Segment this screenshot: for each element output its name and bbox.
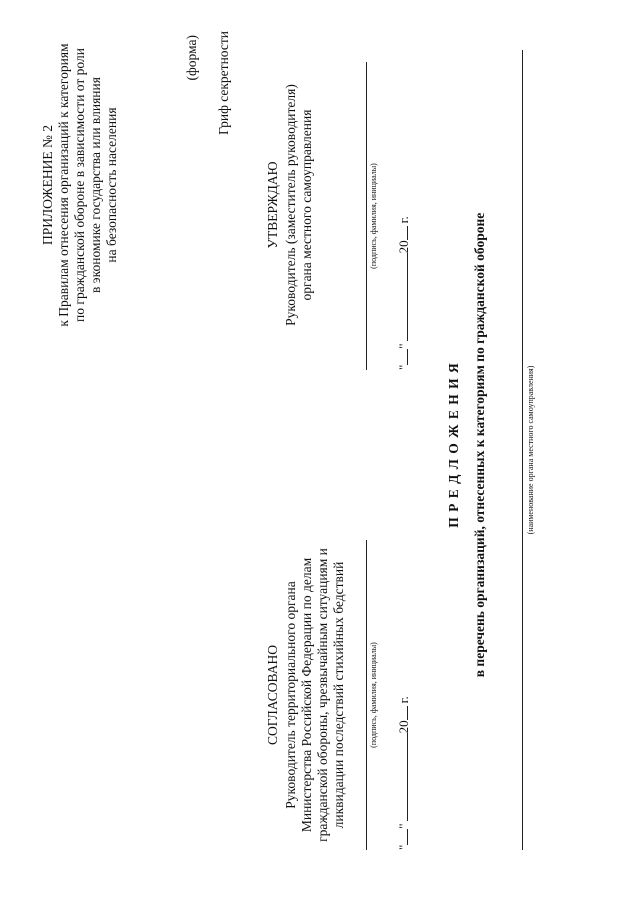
agree-line: Министерства Российской Федерации по делам [299, 557, 314, 833]
approve-line: Руководитель (заместитель руководителя) [283, 84, 298, 326]
approve-signature-line [366, 62, 367, 370]
year-suffix: г. [396, 696, 411, 704]
agree-date [395, 696, 412, 850]
approve-date [395, 216, 412, 370]
form-label: (форма) [184, 35, 199, 81]
appendix-line: в экономике государства или влияния [88, 77, 103, 293]
year-suffix: г. [396, 216, 411, 224]
date-quote: " [396, 343, 411, 349]
appendix-line: к Правилам отнесения организаций к категориям [56, 43, 71, 327]
year-prefix: 20 [396, 720, 411, 734]
agree-signature-line [366, 540, 367, 850]
appendix-line: по гражданской обороне в зависимости от роли [72, 48, 87, 322]
appendix-title: ПРИЛОЖЕНИЕ № 2 [40, 124, 55, 246]
year-prefix: 20 [396, 240, 411, 254]
organization-line [522, 50, 523, 850]
date-quote: " [396, 364, 411, 370]
agree-line: Руководитель территориального органа [283, 581, 298, 809]
agree-title: СОГЛАСОВАНО [265, 645, 280, 745]
agree-line: гражданской обороны, чрезвычайным ситуациям и [315, 548, 330, 842]
approve-title: УТВЕРЖДАЮ [265, 161, 280, 249]
secrecy-label: Гриф секретности [216, 31, 231, 135]
heading-title: П Р Е Д Л О Ж Е Н И Я [446, 362, 461, 528]
agree-line: ликвидации последствий стихийных бедствий [331, 561, 346, 829]
appendix-line: на безопасность населения [104, 107, 119, 263]
approve-line: органа местного самоуправления [299, 109, 314, 301]
heading-subtitle: в перечень организаций, отнесенных к категориям по гражданской обороне [472, 212, 487, 678]
date-quote: " [396, 823, 411, 829]
agree-sign-caption: (подпись, фамилия, инициалы) [369, 642, 378, 748]
organization-caption: (наименование органа местного самоуправления) [526, 365, 535, 535]
approve-sign-caption: (подпись, фамилия, инициалы) [369, 163, 378, 269]
date-quote: " [396, 844, 411, 850]
